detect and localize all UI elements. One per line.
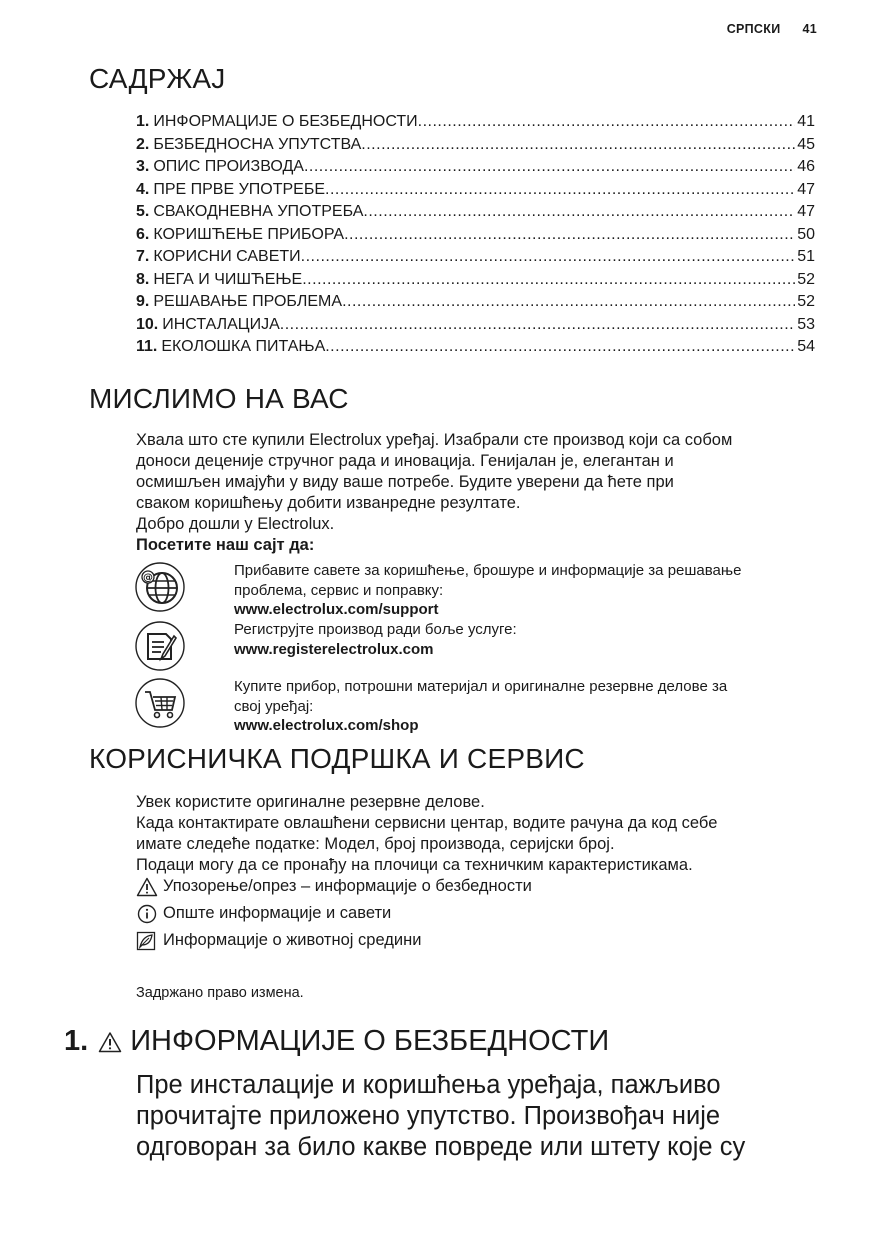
toc-leader-dots (363, 201, 795, 224)
toc-item-title: РЕШАВАЊЕ ПРОБЛЕМА (153, 293, 343, 310)
visit-label: Посетите наш сајт да: (136, 536, 315, 554)
toc-leader-dots (301, 246, 796, 269)
warning-icon (98, 1031, 122, 1053)
shop-line: свој уређај: (234, 697, 314, 715)
language-label: СРПСКИ (726, 22, 781, 36)
page-header (727, 22, 817, 36)
toc-item-number: 11. (136, 338, 158, 355)
toc-item-number: 6. (136, 225, 150, 243)
toc-item[interactable] (136, 246, 815, 269)
safety-heading (64, 1025, 609, 1058)
svg-text:@: @ (143, 572, 153, 584)
toc-item-title: ИНФОРМАЦИЈЕ О БЕЗБЕДНОСТИ (153, 113, 418, 130)
register-document-icon (134, 620, 186, 672)
toc-item-page: 54 (797, 338, 815, 355)
warning-icon (136, 877, 158, 897)
support-link[interactable]: www.electrolux.com/support (234, 601, 439, 618)
toc-leader-dots (304, 156, 795, 179)
toc-item[interactable] (136, 314, 815, 337)
info-icon (136, 904, 158, 924)
toc-item[interactable] (136, 224, 815, 247)
toc-item-title: КОРИШЋЕЊЕ ПРИБОРА (153, 225, 345, 243)
toc-leader-dots (325, 336, 795, 359)
toc-item-title: СВАКОДНЕВНА УПОТРЕБА (153, 203, 364, 220)
toc-item-title: ОПИС ПРОИЗВОДА (153, 158, 304, 175)
shopping-cart-icon (134, 677, 186, 729)
toc-item-number: 5. (136, 203, 150, 220)
toc-item-page: 52 (797, 270, 815, 288)
toc-item-title: ИНСТАЛАЦИЈА (162, 315, 280, 333)
toc-item-page: 47 (797, 180, 815, 198)
visit-register-row (134, 620, 824, 672)
toc-leader-dots (418, 111, 796, 134)
shop-text (234, 677, 814, 736)
toc-item-number: 3. (136, 158, 150, 175)
safety-number: 1. (64, 1025, 89, 1057)
toc-item-page: 53 (797, 315, 815, 333)
toc-leader-dots (361, 134, 795, 157)
safety-line: Пре инсталације и коришћења уређаја, пажљиво (136, 1071, 721, 1099)
toc-item-page: 50 (797, 225, 815, 243)
toc-item-title: ЕКОЛОШКА ПИТАЊА (161, 338, 326, 355)
toc-title: САДРЖАЈ (89, 63, 226, 94)
toc-item[interactable] (136, 291, 815, 314)
legend-environment (136, 930, 818, 951)
toc-item-page: 51 (797, 248, 815, 265)
toc-leader-dots (342, 291, 795, 314)
toc-item-number: 4. (136, 180, 150, 198)
table-of-contents (136, 111, 815, 359)
toc-leader-dots (325, 179, 795, 202)
visit-support-row (134, 561, 824, 618)
toc-item-title: БЕЗБЕДНОСНА УПУТСТВА (153, 135, 362, 153)
toc-item-number: 7. (136, 248, 150, 265)
legend-info (136, 903, 818, 924)
register-link[interactable]: www.registerelectrolux.com (234, 640, 434, 658)
toc-item[interactable] (136, 336, 815, 359)
support-line: Прибавите савете за коришћење, брошуре и информације за решавање (234, 562, 742, 579)
toc-item-number: 2. (136, 135, 150, 153)
visit-shop-row (134, 677, 824, 734)
about-line: сваком коришћењу добити изванредне резултате. (136, 494, 521, 512)
legend-environment-text: Информације о животној средини (163, 931, 422, 949)
toc-item-page: 45 (797, 135, 815, 153)
toc-item[interactable] (136, 156, 815, 179)
toc-item-number: 8. (136, 270, 150, 288)
support-line: Када контактирате овлашћени сервисни центар, водите рачуна да код себе (136, 814, 718, 832)
register-line: Региструјте производ ради боље услуге: (234, 621, 517, 638)
support-line: имате следеће податке: Модел, број производа, серијски број. (136, 835, 615, 853)
toc-leader-dots (344, 224, 795, 247)
toc-item-title: НЕГА И ЧИШЋЕЊЕ (153, 270, 303, 288)
shop-line: Купите прибор, потрошни материјал и оригиналне резервне делове за (234, 678, 728, 695)
toc-item-number: 1. (136, 113, 150, 130)
support-paragraph (136, 792, 818, 876)
toc-leader-dots (302, 269, 795, 292)
leaf-icon (136, 931, 158, 951)
safety-line: одговоран за било какве повреде или штету које су (136, 1133, 746, 1161)
toc-item[interactable] (136, 269, 815, 292)
support-line: Увек користите оригиналне резервне делове. (136, 793, 485, 811)
register-text (234, 620, 814, 659)
support-text (234, 561, 814, 620)
about-paragraph (136, 430, 818, 556)
toc-item[interactable] (136, 201, 815, 224)
toc-item[interactable] (136, 111, 815, 134)
toc-item-page: 47 (797, 203, 815, 220)
support-line: Подаци могу да се пронађу на плочици са техничким карактеристикама. (136, 856, 693, 874)
about-line: доноси деценије стручног рада и иновација. Генијалан је, елегантан и (136, 452, 674, 470)
safety-line: прочитајте приложено упутство. Произвођач није (136, 1102, 721, 1130)
legend-warning-text: Упозорење/опрез – информације о безбедности (163, 877, 532, 895)
toc-item-number: 9. (136, 293, 150, 310)
about-title: МИСЛИМО НА ВАС (89, 383, 349, 414)
toc-item[interactable] (136, 134, 815, 157)
welcome-text: Добро дошли у Electrolux. (136, 515, 335, 533)
page-number: 41 (802, 22, 817, 36)
shop-link[interactable]: www.electrolux.com/shop (234, 717, 419, 734)
about-line: осмишљен имајући у виду ваше потребе. Будите уверени да ћете при (136, 473, 674, 491)
legend-info-text: Опште информације и савети (163, 904, 392, 922)
symbol-legend (136, 876, 818, 957)
about-line: Хвала што сте купили Electrolux уређај. Изабрали сте производ који са собом (136, 431, 733, 449)
rights-note: Задржано право измена. (136, 985, 304, 1001)
toc-item-title: КОРИСНИ САВЕТИ (153, 248, 301, 265)
toc-item-page: 52 (797, 293, 815, 310)
toc-item-number: 10. (136, 315, 159, 333)
toc-item-page: 41 (797, 113, 815, 130)
toc-item-title: ПРЕ ПРВЕ УПОТРЕБЕ (153, 180, 325, 198)
support-line: проблема, сервис и поправку: (234, 581, 444, 599)
legend-warning (136, 876, 818, 897)
toc-leader-dots (280, 314, 795, 337)
safety-intro (136, 1070, 826, 1163)
toc-item-page: 46 (797, 158, 815, 175)
toc-item[interactable] (136, 179, 815, 202)
globe-at-icon (134, 561, 186, 613)
safety-title: ИНФОРМАЦИЈЕ О БЕЗБЕДНОСТИ (130, 1025, 610, 1057)
support-title: КОРИСНИЧКА ПОДРШКА И СЕРВИС (89, 743, 585, 774)
